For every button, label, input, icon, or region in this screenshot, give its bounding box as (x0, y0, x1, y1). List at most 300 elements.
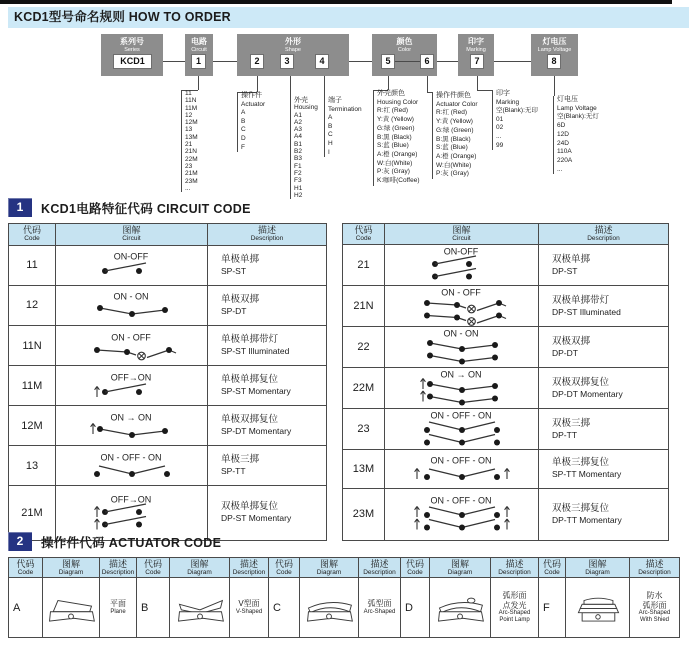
circuit-code: 11M (9, 366, 56, 406)
svg-text:ON → ON: ON → ON (439, 369, 482, 380)
circuit-row (9, 366, 327, 406)
order-list-item: 11N (185, 97, 197, 105)
circuit-description-cn: 双极单掷 (552, 253, 591, 265)
header-diagram: 图解 Diagram (300, 558, 359, 578)
circuit-description-en: SP-ST Illuminated (221, 346, 290, 357)
order-list-item: Y:黄 (Yellow) (377, 116, 414, 124)
circuit-description-cn: 单极三掷复位 (552, 457, 610, 469)
circuit-description-en: SP-DT Momentary (221, 426, 292, 437)
order-list-title-cn: 灯电压 (557, 96, 578, 103)
svg-text:ON - ON: ON - ON (113, 291, 148, 302)
switch-diagram (57, 331, 207, 361)
circuit-description-en: SP-DT (221, 305, 247, 316)
circuit-diagram (385, 327, 539, 368)
section1-header (8, 198, 251, 217)
switch-diagram (387, 454, 537, 484)
order-list-item: P:灰 (Gray) (436, 170, 469, 178)
actuator-description-en: V-Shaped (235, 608, 263, 615)
circuit-code: 21 (343, 245, 385, 286)
circuit-description-cn: 双极双掷 (552, 335, 591, 347)
section1-badge: 1 (8, 198, 32, 217)
order-list-item: C (241, 126, 246, 134)
actuator-description (491, 578, 539, 638)
order-list-item: A1 (294, 111, 302, 119)
actuator-description-en: With Shied (639, 617, 669, 623)
header-description: 描述 Description (491, 558, 539, 578)
header-description: 描述 Description (100, 558, 137, 578)
header-diagram: 图解 Diagram (566, 558, 630, 578)
header-col-description: 描述 Description (208, 224, 327, 246)
actuator-description-en: Arc-Shaped (363, 608, 396, 615)
circuit-description-en: DP-DT Momentary (552, 388, 623, 399)
actuator-diagram-cell (43, 578, 100, 638)
circuit-diagram (56, 406, 208, 446)
actuator-description (230, 578, 269, 638)
circuit-code: 13 (9, 446, 56, 486)
order-box-label-en: Lamp Voltage (537, 47, 572, 53)
header-description: 描述 Description (630, 558, 680, 578)
header-code: 代码 Code (137, 558, 170, 578)
switch-diagram (57, 493, 207, 533)
header-description: 描述 Description (359, 558, 401, 578)
actuator-description-cn: 点发光 (502, 600, 527, 610)
circuit-description (539, 245, 669, 286)
order-code-series-0: KCD1 (113, 54, 152, 69)
order-list-item: 23 (185, 162, 193, 170)
circuit-description-cn: 单极单掷复位 (221, 374, 279, 386)
order-list-item: A3 (294, 126, 302, 134)
header-code: 代码 Code (401, 558, 430, 578)
switch-diagram (387, 409, 537, 449)
actuator-diagram (301, 592, 357, 624)
order-list-title-en: Lamp Voltage (557, 104, 597, 112)
order-list-item: K:咖啡(Coffee) (377, 177, 420, 185)
order-list-item: R:红 (Red) (377, 107, 409, 115)
order-list-item: 空(Blank):无灯 (557, 113, 599, 121)
order-code-lamp-voltage-0: 8 (547, 54, 561, 69)
section2-header (8, 532, 221, 551)
order-list-item: S:蓝 (Blue) (377, 142, 409, 150)
order-box-label-cn: 印字 (468, 37, 484, 46)
actuator-table-header-row (9, 558, 680, 578)
circuit-description-cn: 双极双掷复位 (552, 376, 610, 388)
actuator-row (9, 578, 680, 638)
order-code-color-0: 5 (381, 54, 395, 69)
order-list-item: I (328, 148, 330, 156)
order-list-title-cn: 印字 (496, 90, 510, 97)
circuit-diagram (56, 245, 208, 285)
order-list-termination (324, 97, 362, 157)
order-box-label-cn: 系列号 (120, 37, 144, 46)
svg-text:ON - OFF: ON - OFF (440, 287, 481, 298)
actuator-diagram (172, 592, 228, 624)
switch-diagram (387, 368, 537, 408)
actuator-description-en: Arc-Shaped (638, 610, 671, 616)
actuator-table (8, 557, 680, 638)
order-list-item: 21N (185, 148, 197, 156)
circuit-diagram (385, 368, 539, 409)
order-list-item: 空(Blank):无印 (496, 107, 538, 115)
order-list-item: C (328, 131, 333, 139)
actuator-diagram-cell (170, 578, 230, 638)
actuator-diagram-cell (300, 578, 359, 638)
circuit-row (9, 245, 327, 285)
order-list-item: A4 (294, 133, 302, 141)
header-col-circuit: 图解 Circuit (385, 224, 539, 245)
actuator-description-cn: 弧型面 (367, 599, 392, 609)
actuator-diagram (570, 592, 626, 624)
circuit-description-en: DP-ST Illuminated (552, 306, 621, 317)
svg-text:ON - OFF - ON: ON - OFF - ON (430, 410, 491, 421)
actuator-description-en: Arc-Shaped (498, 610, 531, 616)
circuit-diagram (56, 285, 208, 325)
actuator-description (359, 578, 401, 638)
svg-text:ON-OFF: ON-OFF (443, 246, 478, 257)
circuit-description-en: DP-ST (552, 265, 578, 276)
circuit-description (539, 488, 669, 540)
circuit-description (208, 446, 327, 486)
switch-diagram (57, 250, 207, 280)
order-list-item: F3 (294, 177, 302, 185)
actuator-description (100, 578, 137, 638)
connector-line (349, 61, 372, 62)
order-list-item: 11M (185, 104, 198, 112)
header-col-code: 代码 Code (9, 224, 56, 246)
order-list-item: ... (496, 132, 502, 140)
order-list-item: 01 (496, 115, 504, 123)
order-list-item: F (241, 143, 245, 151)
order-list-item: Y:黄 (Yellow) (436, 118, 473, 126)
circuit-row (343, 488, 669, 540)
circuit-code: 21N (343, 286, 385, 327)
actuator-description-cn: 弧形面 (642, 600, 667, 610)
circuit-description-en: DP-TT (552, 429, 578, 440)
page-title-bar (8, 7, 689, 28)
order-box-label-en: Shape (285, 47, 301, 53)
order-list-item: 13M (185, 133, 198, 141)
switch-diagram (57, 371, 207, 401)
actuator-description (630, 578, 680, 638)
circuit-description (539, 409, 669, 450)
order-list-item: 21 (185, 141, 193, 149)
circuit-code-tables (8, 223, 669, 541)
circuit-diagram (56, 366, 208, 406)
top-black-strip (0, 0, 672, 4)
circuit-row (343, 286, 669, 327)
order-list-item: G:绿 (Green) (436, 126, 474, 134)
connector-line (395, 61, 420, 62)
actuator-description-cn: 防水 (646, 591, 663, 600)
circuit-diagram (385, 245, 539, 286)
order-list-item: 12D (557, 130, 569, 138)
order-list-item: F2 (294, 169, 302, 177)
svg-text:OFF→ON: OFF→ON (110, 372, 151, 383)
section1-title-cn: KCD1电路特征代码 (41, 201, 154, 216)
order-box-label-cn: 电路 (191, 37, 207, 46)
switch-diagram (57, 451, 207, 481)
connector-line (290, 76, 291, 97)
order-list-item: 22M (185, 155, 198, 163)
order-list-actuator_color (432, 92, 478, 179)
connector-line (477, 76, 478, 90)
svg-text:ON - OFF - ON: ON - OFF - ON (430, 455, 491, 466)
circuit-description-cn: 双极单掷带灯 (552, 294, 610, 306)
circuit-description-cn: 单极双掷 (221, 293, 260, 305)
actuator-description-cn: 平面 (110, 599, 126, 609)
section1-title (41, 199, 251, 217)
circuit-description-cn: 双极三掷复位 (552, 502, 610, 514)
circuit-description (539, 327, 669, 368)
header-code: 代码 Code (269, 558, 300, 578)
circuit-table-header-row (9, 224, 327, 246)
circuit-row (9, 326, 327, 366)
order-list-housing (290, 97, 318, 199)
order-list-item: 12 (185, 111, 193, 119)
circuit-code: 13M (343, 450, 385, 489)
circuit-row (343, 327, 669, 368)
order-list-title-cn: 端子 (328, 97, 342, 104)
order-list-item: ... (185, 184, 191, 192)
header-col-description: 描述 Description (539, 224, 669, 245)
connector-line (388, 76, 389, 90)
circuit-diagram (385, 409, 539, 450)
circuit-diagram (56, 446, 208, 486)
svg-text:ON-OFF: ON-OFF (113, 251, 148, 262)
switch-diagram (387, 327, 537, 367)
circuit-diagram (56, 326, 208, 366)
actuator-description-en: Plane (110, 608, 126, 615)
order-list-item: 11 (185, 90, 192, 97)
actuator-diagram-cell (566, 578, 630, 638)
order-list-item: A:橙 (Orange) (377, 150, 418, 158)
circuit-description-en: DP-TT Momentary (552, 514, 622, 525)
connector-line (477, 90, 492, 91)
order-list-item: 12M (185, 119, 198, 127)
actuator-description-en: Point Lamp (499, 617, 530, 623)
circuit-row (343, 409, 669, 450)
actuator-diagram-cell (430, 578, 491, 638)
circuit-description (208, 245, 327, 285)
order-list-item: B1 (294, 140, 302, 148)
order-box-label-en: Circuit (191, 47, 207, 53)
circuit-description (539, 286, 669, 327)
circuit-code: 12M (9, 406, 56, 446)
order-list-item: G:绿 (Green) (377, 124, 415, 132)
order-list-lamp_voltage (553, 96, 599, 174)
order-code-circuit-0: 1 (191, 54, 206, 69)
order-list-marking (492, 90, 538, 150)
order-list-title-en: Actuator Color (436, 100, 478, 108)
connector-line (437, 61, 458, 62)
switch-diagram (57, 411, 207, 441)
header-diagram: 图解 Diagram (43, 558, 100, 578)
circuit-description-en: SP-ST (221, 265, 247, 276)
svg-text:ON - ON: ON - ON (443, 328, 478, 339)
header-code: 代码 Code (9, 558, 43, 578)
connector-line (494, 61, 531, 62)
order-box-label-cn: 颜色 (396, 37, 413, 46)
order-list-item: A (241, 109, 246, 117)
order-list-item: B:黑 (Black) (436, 135, 471, 143)
order-list-circuit (181, 90, 198, 192)
order-list-item: W:白(White) (436, 161, 472, 169)
circuit-diagram (385, 286, 539, 327)
order-box-label-en: Color (397, 47, 412, 53)
circuit-description-en: DP-DT (552, 347, 578, 358)
circuit-description-cn: 单极单掷带灯 (221, 334, 279, 346)
circuit-row (9, 446, 327, 486)
order-list-title-en: Marking (496, 98, 520, 106)
actuator-diagram (432, 592, 488, 624)
circuit-description (539, 368, 669, 409)
circuit-description (208, 366, 327, 406)
order-list-title-cn: 操作件颜色 (436, 92, 471, 99)
order-list-title-en: Housing Color (377, 98, 419, 106)
order-list-item: 24D (557, 139, 569, 147)
circuit-description (208, 326, 327, 366)
svg-text:ON - OFF - ON: ON - OFF - ON (430, 495, 491, 506)
section2-title-en: ACTUATOR CODE (108, 535, 222, 550)
order-list-item: P:灰 (Gray) (377, 168, 410, 176)
svg-text:OFF→ON: OFF→ON (110, 494, 151, 505)
order-code-shape-1: 3 (280, 54, 294, 69)
circuit-description-en: SP-ST Momentary (221, 386, 291, 397)
actuator-diagram (43, 592, 99, 624)
circuit-row (343, 368, 669, 409)
circuit-diagram (385, 488, 539, 540)
circuit-description-cn: 单极双掷复位 (221, 414, 279, 426)
order-list-title-en: Housing (294, 104, 318, 112)
circuit-code: 23 (343, 409, 385, 450)
circuit-description-en: SP-TT Momentary (552, 469, 622, 480)
switch-diagram (387, 494, 537, 534)
header-description: 描述 Description (230, 558, 269, 578)
order-list-item: B (328, 122, 333, 130)
actuator-description-cn: V型面 (238, 599, 260, 609)
order-list-item: S:蓝 (Blue) (436, 144, 468, 152)
order-list-housing_color (373, 90, 420, 186)
circuit-code: 21M (9, 486, 56, 540)
circuit-description (208, 406, 327, 446)
circuit-row (343, 245, 669, 286)
how-to-order-diagram (0, 28, 689, 198)
actuator-code: F (539, 578, 566, 638)
order-list-item: H1 (294, 184, 303, 192)
circuit-description-cn: 双极单掷复位 (221, 501, 279, 513)
order-list-title-en: Termination (328, 105, 362, 113)
switch-diagram (387, 286, 537, 326)
circuit-description (539, 450, 669, 489)
header-code: 代码 Code (539, 558, 566, 578)
connector-line (427, 76, 428, 92)
order-list-item: B2 (294, 148, 302, 156)
actuator-code: A (9, 578, 43, 638)
order-list-item: B:黑 (Black) (377, 133, 412, 141)
connector-line (257, 76, 258, 92)
order-list-item: 23M (185, 177, 198, 185)
header-diagram: 图解 Diagram (430, 558, 491, 578)
actuator-code: C (269, 578, 300, 638)
order-list-item: H2 (294, 191, 303, 199)
circuit-description-en: SP-TT (221, 466, 246, 477)
page-title: KCD1型号命名规则 HOW TO ORDER (14, 10, 231, 24)
connector-line (324, 76, 325, 97)
switch-diagram (57, 290, 207, 320)
header-diagram: 图解 Diagram (170, 558, 230, 578)
order-list-title-cn: 外壳颜色 (377, 90, 405, 97)
order-list-item: B3 (294, 155, 302, 163)
order-list-item: 13 (185, 126, 193, 134)
section2-title (41, 533, 221, 551)
order-code-color-1: 6 (420, 54, 434, 69)
svg-text:ON - OFF: ON - OFF (110, 332, 151, 343)
order-list-item: W:白(White) (377, 159, 413, 167)
order-list-actuator (237, 92, 265, 152)
order-list-item: A:橙 (Orange) (436, 152, 477, 160)
section2-badge: 2 (8, 532, 32, 551)
order-list-item: 110A (557, 148, 572, 156)
actuator-code: D (401, 578, 430, 638)
circuit-description-cn: 单极单掷 (221, 253, 260, 265)
connector-line (554, 76, 555, 96)
connector-line (213, 61, 237, 62)
order-list-item: A2 (294, 118, 302, 126)
section1-title-en: CIRCUIT CODE (156, 201, 251, 216)
circuit-description (208, 285, 327, 325)
connector-line (198, 76, 199, 90)
order-code-shape-2: 4 (315, 54, 329, 69)
circuit-code: 11 (9, 245, 56, 285)
order-list-item: 21M (185, 170, 198, 178)
order-list-item: ... (557, 165, 563, 173)
circuit-description-cn: 单极三掷 (221, 454, 260, 466)
circuit-code: 22M (343, 368, 385, 409)
order-list-item: 99 (496, 141, 504, 149)
order-list-title-cn: 外壳 (294, 97, 308, 104)
header-col-circuit: 图解 Circuit (56, 224, 208, 246)
order-list-item: B (241, 117, 246, 125)
switch-diagram (387, 245, 537, 285)
actuator-code-table (8, 557, 680, 638)
circuit-table-right (342, 223, 669, 541)
order-list-item: 02 (496, 124, 504, 132)
order-list-item: R:红 (Red) (436, 109, 468, 117)
svg-text:ON - OFF - ON: ON - OFF - ON (100, 452, 161, 463)
order-list-item: 220A (557, 156, 573, 164)
svg-text:ON → ON: ON → ON (109, 412, 152, 423)
circuit-row (9, 406, 327, 446)
order-list-title-en: Actuator (241, 100, 266, 108)
order-list-item: D (241, 134, 246, 142)
circuit-diagram (385, 450, 539, 489)
connector-line (163, 61, 185, 62)
order-list-item: F1 (294, 162, 302, 170)
order-box-label-en: Series (124, 47, 140, 53)
order-box-label-cn: 外形 (285, 37, 301, 46)
circuit-table-header-row (343, 224, 669, 245)
order-list-title-cn: 操作件 (241, 92, 262, 99)
circuit-description-en: DP-ST Momentary (221, 513, 292, 524)
circuit-code: 23M (343, 488, 385, 540)
circuit-row (343, 450, 669, 489)
order-code-marking-0: 7 (470, 54, 484, 69)
order-box-label-cn: 灯电压 (542, 37, 567, 46)
circuit-row (9, 285, 327, 325)
order-list-item: H (328, 139, 333, 147)
circuit-code: 12 (9, 285, 56, 325)
order-list-item: A (328, 114, 333, 122)
circuit-code: 11N (9, 326, 56, 366)
